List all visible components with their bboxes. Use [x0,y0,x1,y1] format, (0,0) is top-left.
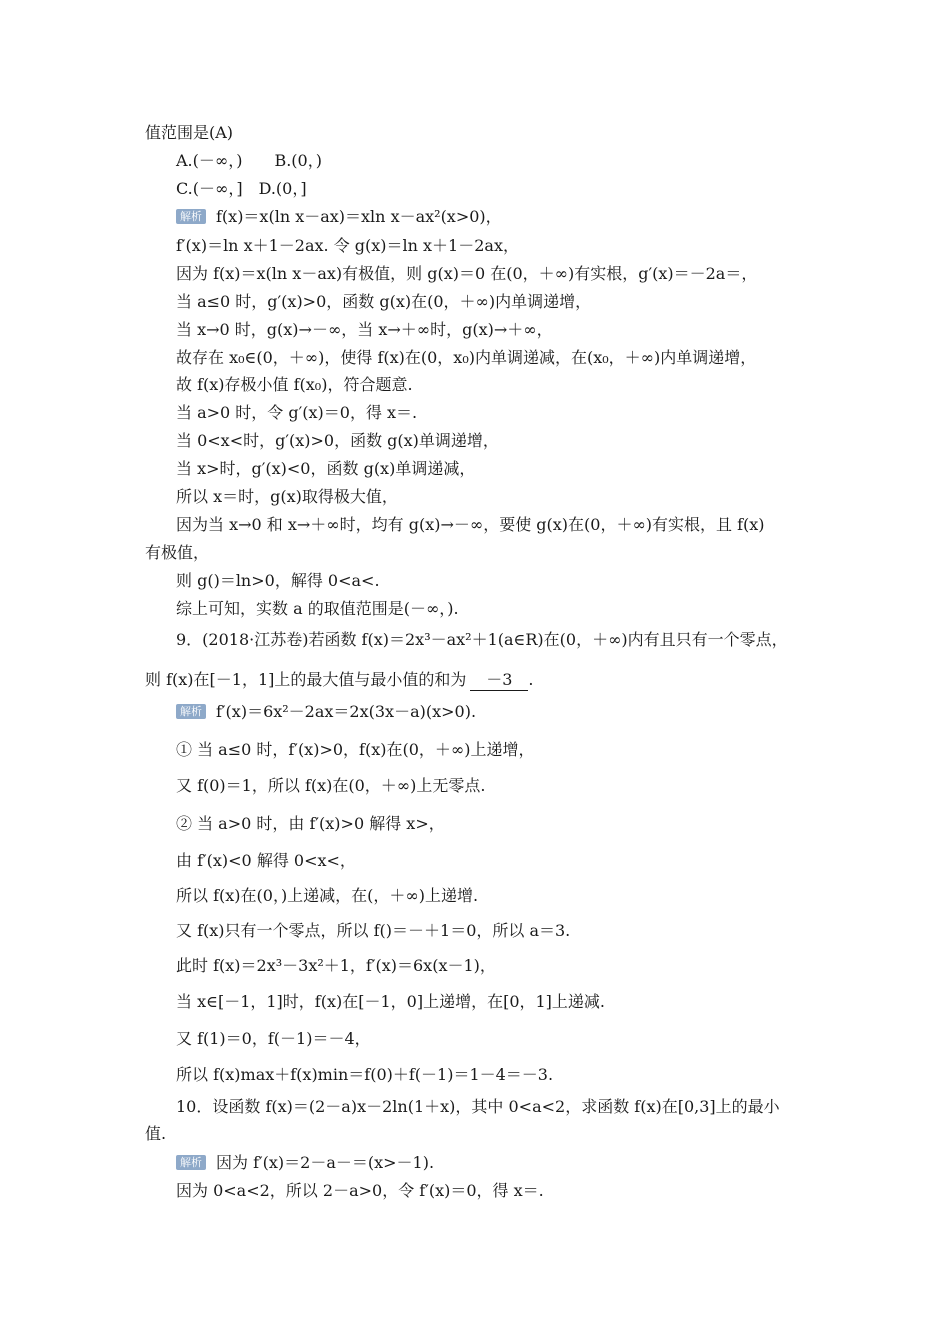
solution-text: 因为 f′(x)＝2－a－＝(x>－1). [216,1153,435,1172]
problem9-solution-line [176,702,476,722]
problem9-solution-line: 又 f(x)只有一个零点，所以 f()＝－＋1＝0，所以 a＝3. [176,921,571,940]
problem8-options-ab: A.(－∞，) B.(0，) [176,151,322,170]
problem9-solution-line: 此时 f(x)＝2x³－3x²＋1，f′(x)＝6x(x－1)， [176,956,496,975]
problem8-solution-line: 因为当 x→0 和 x→＋∞时，均有 g(x)→－∞，要使 g(x)在(0，＋∞)有实根，且 f(x) [176,515,765,534]
problem8-intro: 值范围是(A) [145,123,234,142]
problem8-solution-line: 故 f(x)存极小值 f(x₀)，符合题意. [176,375,413,394]
problem8-solution-line: 当 a≤0 时，g′(x)>0，函数 g(x)在(0，＋∞)内单调递增， [176,292,592,311]
solution-text: f(x)＝x(ln x－ax)＝xln x－ax²(x>0)， [216,207,502,226]
problem9-solution-line: 所以 f(x)在(0，)上递减，在(，＋∞)上递增. [176,886,479,905]
problem8-solution-line: 故存在 x₀∈(0，＋∞)，使得 f(x)在(0，x₀)内单调递减，在(x₀，＋∞)内单调递增， [176,348,757,367]
problem8-options-cd: C.(－∞，] D.(0，] [176,179,307,198]
answer-blank: －3 [470,670,528,691]
problem9-solution-line: 又 f(1)＝0，f(－1)＝－4， [176,1029,371,1048]
problem9-period: . [528,670,534,689]
problem10-statement-cont: 值. [145,1124,167,1143]
solution-text: f′(x)＝6x²－2ax＝2x(3x－a)(x>0). [216,702,477,721]
problem9-statement-cont [145,670,533,691]
problem9-statement: 9．(2018·江苏卷)若函数 f(x)＝2x³－ax²＋1(a∈R)在(0，＋∞)内有且只有一个零点， [176,630,788,649]
problem8-solution-line: 当 x→0 时，g(x)→－∞，当 x→＋∞时，g(x)→＋∞， [176,320,553,339]
analysis-tag: 解析 [176,209,206,224]
analysis-tag: 解析 [176,704,206,719]
analysis-tag: 解析 [176,1155,206,1170]
problem9-statement-text: 则 f(x)在[－1，1]上的最大值与最小值的和为 [145,670,467,689]
problem8-solution-line: f′(x)＝ln x＋1－2ax. 令 g(x)＝ln x＋1－2ax， [176,236,519,255]
problem9-solution-line: 当 x∈[－1，1]时，f(x)在[－1，0]上递增，在[0，1]上递减. [176,992,606,1011]
problem10-solution-line: 因为 0<a<2，所以 2－a>0，令 f′(x)＝0，得 x＝. [176,1181,544,1200]
problem9-solution-line: 所以 f(x)max＋f(x)min＝f(0)＋f(－1)＝1－4＝－3. [176,1065,554,1084]
problem8-solution-line: 当 x>时，g′(x)<0，函数 g(x)单调递减， [176,459,476,478]
problem8-solution-line [176,207,502,227]
problem9-solution-line: ① 当 a≤0 时，f′(x)>0，f(x)在(0，＋∞)上递增， [176,740,535,759]
problem8-solution-line: 因为 f(x)＝x(ln x－ax)有极值，则 g(x)＝0 在(0，＋∞)有实根，g′(x)＝－2a＝， [176,264,758,283]
problem9-solution-line: 由 f′(x)<0 解得 0<x<， [176,851,356,870]
problem8-solution-line: 则 g()＝ln>0，解得 0<a<. [176,571,380,590]
problem10-statement: 10．设函数 f(x)＝(2－a)x－2ln(1＋x)，其中 0<a<2，求函数 f(x)在[0,3]上的最小 [176,1097,780,1116]
problem8-solution-line: 当 a>0 时，令 g′(x)＝0，得 x＝. [176,403,418,422]
problem8-solution-line: 当 0<x<时，g′(x)>0，函数 g(x)单调递增， [176,431,499,450]
problem10-solution-line [176,1153,434,1173]
problem9-solution-line: ② 当 a>0 时，由 f′(x)>0 解得 x>， [176,814,445,833]
problem8-solution-line: 所以 x＝时，g(x)取得极大值， [176,487,398,506]
problem8-solution-line: 综上可知，实数 a 的取值范围是(－∞，). [176,599,459,618]
problem8-solution-line: 有极值， [145,543,210,562]
problem9-solution-line: 又 f(0)＝1，所以 f(x)在(0，＋∞)上无零点. [176,776,486,795]
